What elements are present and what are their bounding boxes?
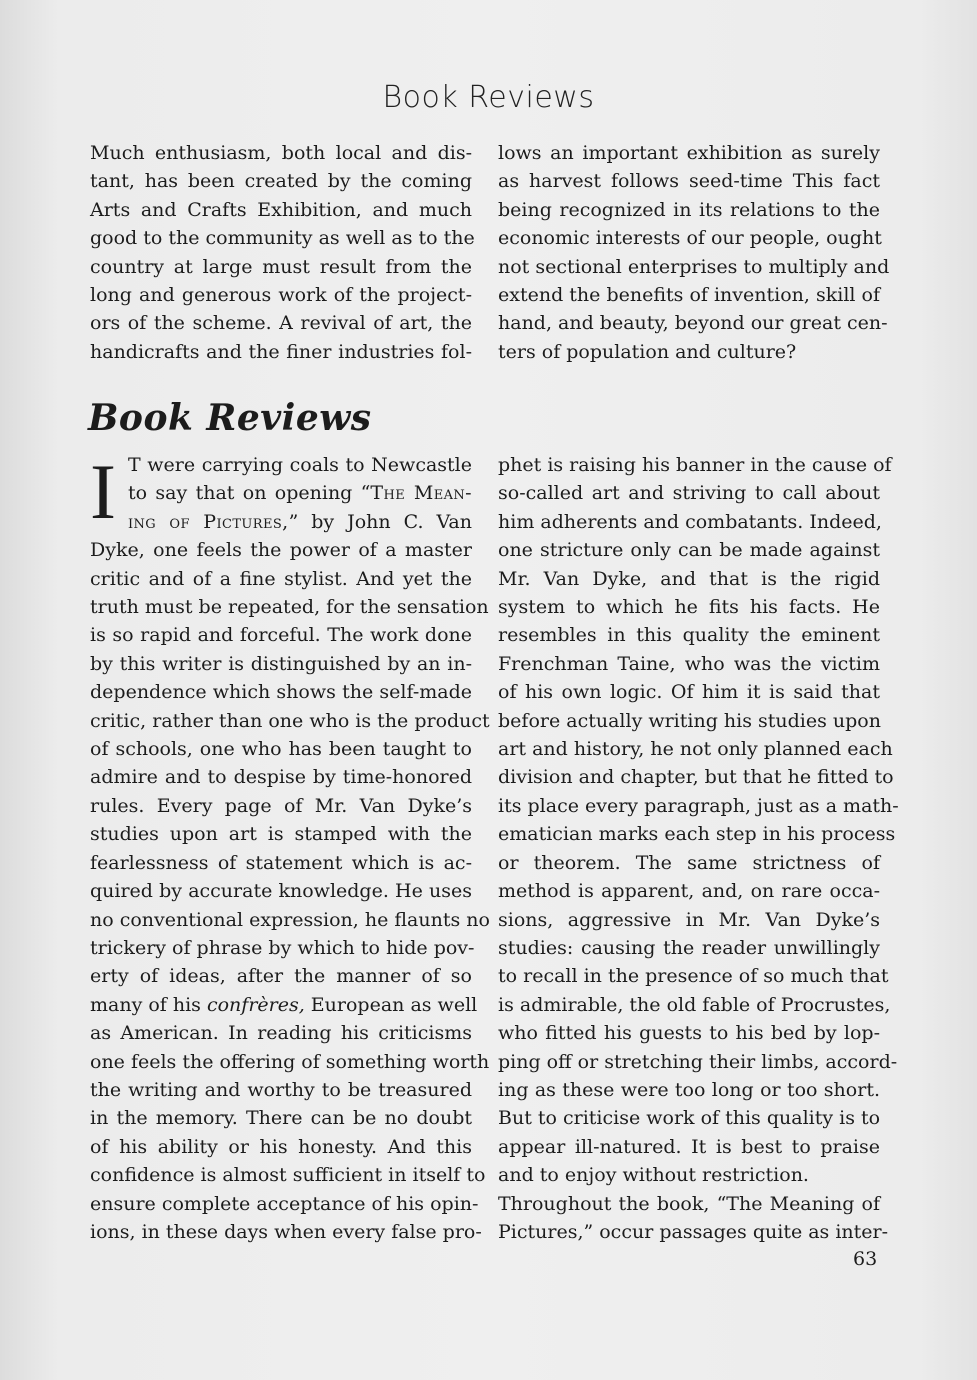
text-line: hand, and beauty, beyond our great cen-	[498, 312, 888, 335]
text-line: method is apparent, and, on rare occa-	[498, 880, 880, 903]
text-line: extend the benefits of invention, skill of	[498, 284, 880, 307]
text-line: trickery of phrase by which to hide pov-	[90, 936, 475, 959]
text-line: as harvest follows seed-time This fact	[498, 170, 880, 193]
text-line: Throughout the book, “The Meaning of	[498, 1192, 880, 1215]
text-line: or theorem. The same strictness of	[498, 851, 880, 874]
text-line: of schools, one who has been taught to	[90, 738, 472, 761]
text-line: admire and to despise by time-honored	[90, 766, 472, 789]
text-line: of his ability or his honesty. And this	[90, 1135, 472, 1158]
text-line: before actually writing his studies upon	[498, 709, 881, 732]
text-line: Dyke, one feels the power of a master	[90, 539, 472, 562]
text-line: long and generous work of the project-	[90, 284, 472, 307]
text-line: erty of ideas, after the manner of so	[90, 965, 472, 988]
book-title-smallcaps: ing of Pictures,	[127, 510, 289, 533]
text-line: truth must be repeated, for the sensation	[90, 596, 489, 619]
text-line: phet is raising his banner in the cause of	[498, 454, 892, 476]
text-line: who fitted his guests to his bed by lop-	[498, 1022, 880, 1045]
text-line: art and history, he not only planned each	[498, 738, 893, 761]
text-line: in the memory. There can be no doubt	[90, 1107, 472, 1130]
drop-cap: I	[90, 448, 116, 535]
text-line: is so rapid and forceful. The work done	[90, 624, 472, 647]
text-line: ions, in these days when every false pro-	[90, 1220, 482, 1243]
text-line: is admirable, the old fable of Procrustes,	[498, 993, 891, 1016]
text-line: Frenchman Taine, who was the victim	[498, 652, 880, 675]
text-line: one stricture only can be made against	[498, 539, 880, 562]
text-line: dependence which shows the self-made	[90, 681, 472, 704]
text-line: But to criticise work of this quality is to	[498, 1107, 881, 1130]
text-line: good to the community as well as to the	[90, 227, 475, 250]
text-line: critic and of a fine stylist. And yet the	[90, 567, 472, 590]
text-line: ters of population and culture?	[498, 340, 797, 363]
text-line: ing as these were too long or too short.	[498, 1078, 880, 1101]
text-line: Mr. Van Dyke, and that is the rigid	[498, 567, 880, 590]
text-span: T were carrying coals to Newcastle	[127, 454, 472, 476]
text-span: European as well	[304, 993, 478, 1016]
text-line: ematician marks each step in his process	[498, 823, 896, 846]
text-line: studies upon art is stamped with the	[90, 823, 472, 846]
text-line: studies: causing the reader unwillingly	[498, 936, 880, 959]
text-line: appear ill-natured. It is best to praise	[498, 1135, 880, 1158]
text-line: ors of the scheme. A revival of art, the	[90, 312, 472, 335]
text-line: so-called art and striving to call about	[498, 482, 880, 505]
text-line: confidence is almost sufficient in itself to	[90, 1164, 486, 1187]
text-line: and to enjoy without restriction.	[498, 1164, 809, 1187]
text-line: handicrafts and the finer industries fol-	[90, 340, 472, 363]
text-line: quired by accurate knowledge. He uses	[90, 880, 472, 903]
text-line: one feels the offering of something worth	[90, 1050, 490, 1073]
text-line: Pictures,” occur passages quite as inter-	[498, 1220, 889, 1243]
review-left-column	[90, 448, 490, 1246]
italic-word: confrères,	[206, 993, 305, 1016]
text-line: being recognized in its relations to the	[498, 198, 880, 221]
text-line: by this writer is distinguished by an in-	[90, 652, 472, 675]
text-line: division and chapter, but that he fitted to	[498, 766, 894, 789]
text-line	[90, 451, 472, 479]
text-line: no conventional expression, he flaunts no	[90, 908, 490, 931]
text-line	[90, 991, 478, 1019]
text-line: ensure complete acceptance of his opin-	[90, 1192, 479, 1215]
text-line	[90, 479, 472, 507]
text-line: tant, has been created by the coming	[90, 170, 472, 193]
text-line: not sectional enterprises to multiply and	[498, 255, 890, 278]
text-line: its place every paragraph, just as a math-	[498, 794, 899, 817]
review-right-column	[498, 451, 899, 1246]
text-line	[90, 508, 472, 536]
text-line: critic, rather than one who is the product	[90, 709, 490, 732]
text-line: ping off or stretching their limbs, accord-	[498, 1050, 898, 1073]
text-line: Much enthusiasm, both local and dis-	[90, 142, 472, 164]
text-line: to recall in the presence of so much that	[498, 965, 889, 988]
text-line: rules. Every page of Mr. Van Dyke’s	[90, 794, 472, 817]
page-number: 63	[853, 1248, 878, 1270]
text-line: country at large must result from the	[90, 255, 472, 278]
text-line: resembles in this quality the eminent	[498, 624, 880, 647]
book-title-smallcaps: The Mean-	[370, 482, 472, 505]
running-title: Book Reviews	[382, 80, 595, 115]
text-line: as American. In reading his criticisms	[90, 1022, 472, 1045]
text-line: Arts and Crafts Exhibition, and much	[90, 198, 472, 221]
text-line: of his own logic. Of him it is said that	[498, 681, 880, 704]
text-line: the writing and worthy to be treasured	[90, 1078, 472, 1101]
text-line: economic interests of our people, ought	[498, 227, 882, 250]
text-line: him adherents and combatants. Indeed,	[498, 510, 882, 533]
text-span: to say that on opening “	[127, 482, 371, 505]
text-span: many of his	[90, 993, 207, 1016]
text-line: fearlessness of statement which is ac-	[90, 851, 472, 874]
intro-left-column	[90, 139, 475, 366]
intro-right-column	[498, 139, 890, 366]
section-title: Book Reviews	[88, 397, 372, 439]
text-line: sions, aggressive in Mr. Van Dyke’s	[498, 908, 880, 931]
text-line: lows an important exhibition as surely	[498, 142, 880, 164]
text-span: ” by John C. Van	[288, 510, 472, 533]
text-line: system to which he fits his facts. He	[498, 596, 880, 619]
